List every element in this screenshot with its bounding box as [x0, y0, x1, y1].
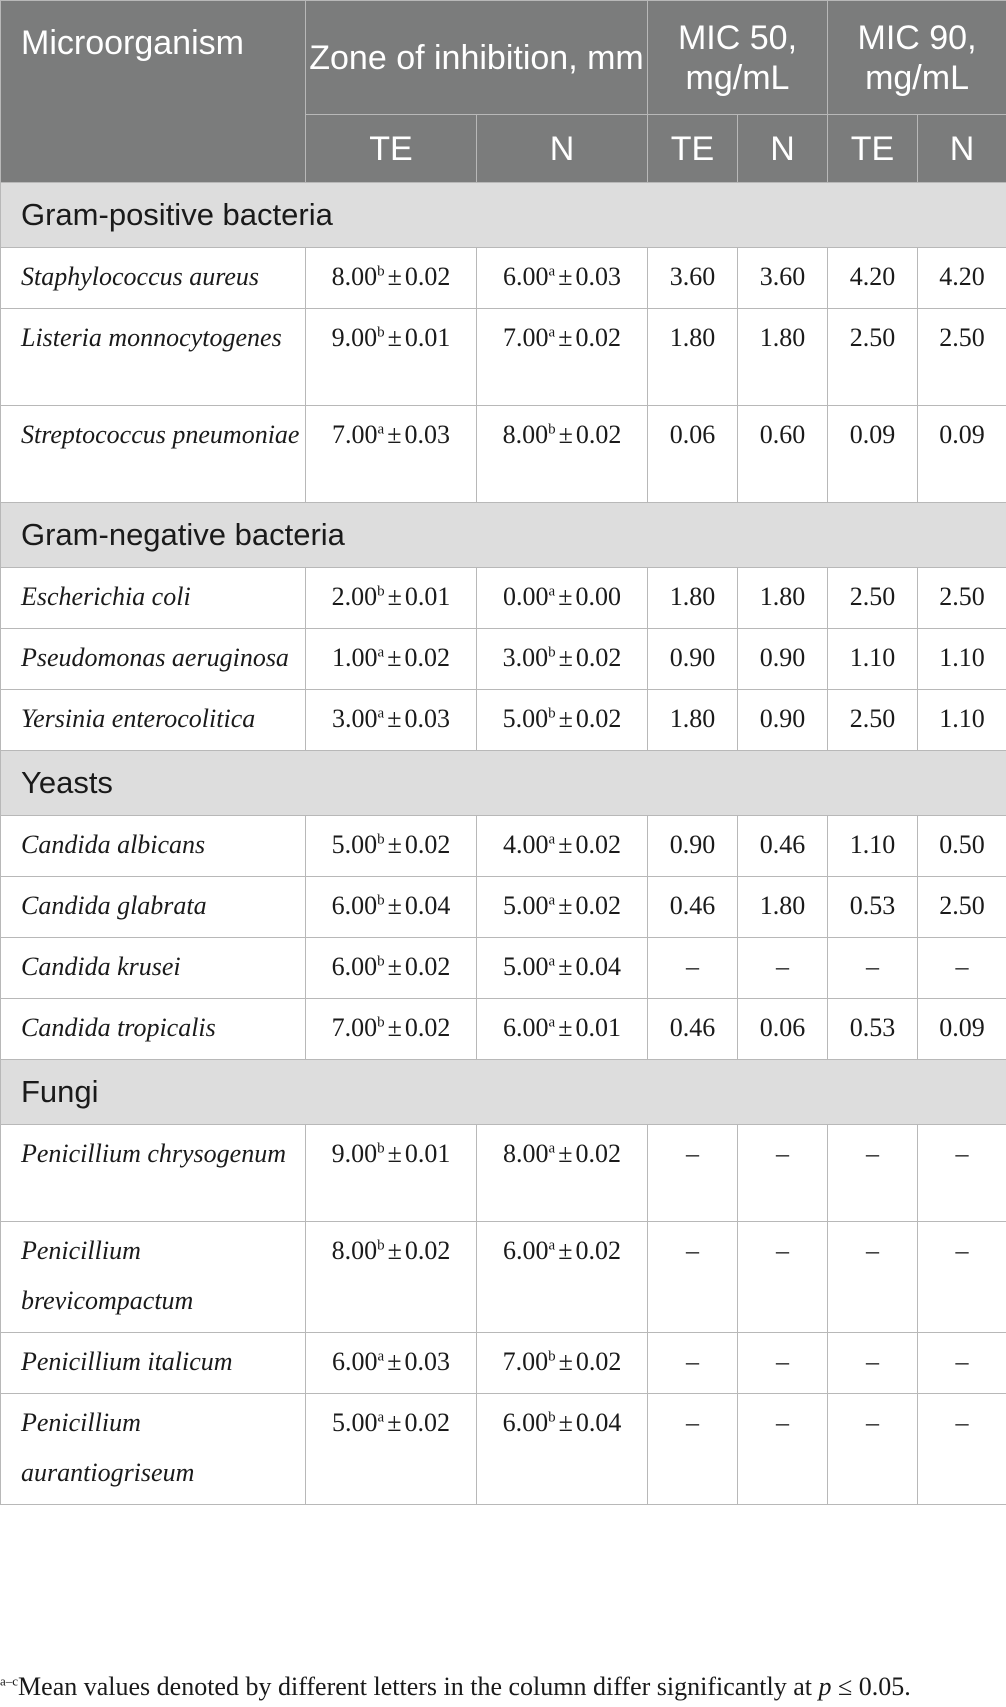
- zone-n-letter: b: [548, 644, 556, 661]
- plus-minus-sign: ±: [558, 1236, 573, 1265]
- organism-name: Penicillium brevicompactum: [1, 1222, 306, 1333]
- mic90-te-cell: –: [828, 938, 918, 999]
- zone-te-sd: 0.01: [404, 323, 451, 352]
- mic90-te-cell: 0.53: [828, 877, 918, 938]
- plus-minus-sign: ±: [387, 262, 402, 291]
- mic50-te-cell: 0.06: [648, 406, 738, 503]
- zone-te-cell: [306, 690, 477, 751]
- zone-n-sd: 0.00: [575, 582, 621, 611]
- zone-n-sd: 0.02: [575, 891, 621, 920]
- footnote-marker: a–c: [0, 1673, 19, 1689]
- mic50-n-cell: 0.06: [738, 999, 828, 1060]
- mic90-n-cell: 2.50: [918, 309, 1006, 406]
- mic50-te-cell: 0.90: [648, 629, 738, 690]
- mic90-n-cell: 0.50: [918, 816, 1006, 877]
- zone-te-cell: [306, 309, 477, 406]
- section-title: Fungi: [1, 1060, 1006, 1125]
- organism-name: Candida glabrata: [1, 877, 306, 938]
- mic90-n-cell: –: [918, 938, 1006, 999]
- zone-te-sd: 0.02: [404, 262, 451, 291]
- footnote-p: p: [818, 1672, 832, 1701]
- zone-n-mean: 5.00: [503, 891, 549, 920]
- plus-minus-sign: ±: [387, 1408, 402, 1437]
- section-row: [1, 183, 1006, 248]
- mic90-te-cell: 2.50: [828, 568, 918, 629]
- mic50-te-cell: 1.80: [648, 568, 738, 629]
- zone-te-cell: [306, 999, 477, 1060]
- zone-n-sd: 0.02: [575, 420, 622, 449]
- plus-minus-sign: ±: [558, 323, 573, 352]
- zone-n-sd: 0.03: [575, 262, 621, 291]
- zone-n-letter: a: [548, 1140, 556, 1157]
- table-body: [1, 183, 1006, 1505]
- organism-name: Pseudomonas aeruginosa: [1, 629, 306, 690]
- zone-te-letter: b: [377, 953, 385, 970]
- zone-n-mean: 8.00: [503, 1139, 549, 1168]
- table-row: [1, 1125, 1006, 1222]
- plus-minus-sign: ±: [558, 1408, 573, 1437]
- zone-n-mean: 4.00: [503, 830, 549, 859]
- mic50-n-cell: –: [738, 1125, 828, 1222]
- section-row: [1, 503, 1006, 568]
- table-row: [1, 877, 1006, 938]
- mic90-te-cell: 2.50: [828, 690, 918, 751]
- zone-n-sd: 0.01: [575, 1013, 621, 1042]
- table-row: [1, 406, 1006, 503]
- organism-name: Yersinia enterocolitica: [1, 690, 306, 751]
- zone-te-mean: 9.00: [331, 1139, 378, 1168]
- plus-minus-sign: ±: [558, 830, 573, 859]
- plus-minus-sign: ±: [558, 262, 573, 291]
- zone-n-letter: a: [548, 263, 556, 280]
- zone-te-letter: a: [377, 1409, 385, 1426]
- zone-te-letter: a: [377, 705, 385, 722]
- organism-name: Candida albicans: [1, 816, 306, 877]
- header-microorganism: Microorganism: [1, 1, 306, 183]
- mic90-n-cell: –: [918, 1222, 1006, 1333]
- zone-n-cell: [477, 309, 648, 406]
- mic50-n-cell: 0.46: [738, 816, 828, 877]
- zone-n-cell: [477, 938, 648, 999]
- zone-n-mean: 5.00: [503, 952, 549, 981]
- zone-te-mean: 1.00: [332, 643, 378, 672]
- mic50-n-cell: –: [738, 1333, 828, 1394]
- zone-n-cell: [477, 248, 648, 309]
- zone-n-letter: a: [548, 1014, 556, 1031]
- plus-minus-sign: ±: [387, 420, 402, 449]
- plus-minus-sign: ±: [558, 704, 573, 733]
- plus-minus-sign: ±: [558, 1139, 573, 1168]
- mic50-n-cell: 0.90: [738, 629, 828, 690]
- zone-te-sd: 0.02: [404, 952, 451, 981]
- zone-te-mean: 7.00: [331, 1013, 378, 1042]
- mic90-n-cell: 0.09: [918, 406, 1006, 503]
- section-row: [1, 1060, 1006, 1125]
- zone-te-letter: b: [377, 324, 385, 341]
- zone-te-sd: 0.02: [404, 1236, 451, 1265]
- zone-te-sd: 0.02: [404, 1013, 451, 1042]
- plus-minus-sign: ±: [558, 420, 573, 449]
- plus-minus-sign: ±: [387, 952, 402, 981]
- mic90-te-cell: –: [828, 1333, 918, 1394]
- zone-n-sd: 0.04: [575, 952, 621, 981]
- plus-minus-sign: ±: [387, 323, 402, 352]
- zone-te-letter: a: [377, 644, 385, 661]
- zone-n-mean: 5.00: [502, 704, 549, 733]
- zone-n-mean: 0.00: [503, 582, 549, 611]
- zone-n-sd: 0.02: [575, 704, 622, 733]
- zone-n-letter: a: [548, 1237, 556, 1254]
- table-row: [1, 816, 1006, 877]
- zone-te-cell: [306, 248, 477, 309]
- zone-te-sd: 0.03: [404, 704, 450, 733]
- footnote-threshold: ≤ 0.05.: [831, 1672, 911, 1701]
- zone-n-cell: [477, 1394, 648, 1505]
- mic90-n-cell: 1.10: [918, 690, 1006, 751]
- zone-n-mean: 7.00: [502, 1347, 549, 1376]
- zone-n-letter: b: [548, 705, 556, 722]
- zone-te-cell: [306, 1394, 477, 1505]
- mic90-n-cell: –: [918, 1333, 1006, 1394]
- mic90-te-cell: –: [828, 1394, 918, 1505]
- plus-minus-sign: ±: [558, 582, 573, 611]
- plus-minus-sign: ±: [387, 643, 402, 672]
- zone-n-cell: [477, 877, 648, 938]
- section-title: Gram-positive bacteria: [1, 183, 1006, 248]
- section-row: [1, 751, 1006, 816]
- plus-minus-sign: ±: [387, 1139, 402, 1168]
- mic50-te-cell: –: [648, 1394, 738, 1505]
- mic50-te-cell: 1.80: [648, 690, 738, 751]
- mic50-te-cell: 0.46: [648, 877, 738, 938]
- zone-n-mean: 6.00: [503, 1236, 549, 1265]
- zone-n-mean: 6.00: [503, 1013, 549, 1042]
- zone-n-sd: 0.02: [575, 643, 622, 672]
- table-row: [1, 248, 1006, 309]
- header-mic90-te: TE: [828, 115, 918, 183]
- mic90-te-cell: 1.10: [828, 629, 918, 690]
- zone-n-letter: a: [548, 583, 556, 600]
- zone-n-cell: [477, 629, 648, 690]
- organism-name: Candida tropicalis: [1, 999, 306, 1060]
- zone-te-sd: 0.02: [404, 830, 451, 859]
- zone-n-sd: 0.02: [575, 1347, 622, 1376]
- organism-name: Candida krusei: [1, 938, 306, 999]
- zone-te-mean: 5.00: [331, 830, 378, 859]
- mic50-n-cell: –: [738, 938, 828, 999]
- table-row: [1, 999, 1006, 1060]
- mic90-te-cell: 2.50: [828, 309, 918, 406]
- organism-name: Escherichia coli: [1, 568, 306, 629]
- plus-minus-sign: ±: [387, 704, 402, 733]
- zone-n-sd: 0.02: [575, 830, 621, 859]
- header-zone-n: N: [477, 115, 648, 183]
- plus-minus-sign: ±: [387, 1013, 402, 1042]
- mic50-n-cell: 1.80: [738, 877, 828, 938]
- section-title: Gram-negative bacteria: [1, 503, 1006, 568]
- zone-te-cell: [306, 1333, 477, 1394]
- plus-minus-sign: ±: [387, 891, 402, 920]
- zone-n-cell: [477, 1125, 648, 1222]
- organism-name: Staphylococcus aureus: [1, 248, 306, 309]
- zone-te-sd: 0.03: [404, 420, 450, 449]
- zone-n-mean: 8.00: [502, 420, 549, 449]
- table-row: [1, 1222, 1006, 1333]
- header-mic90-n: N: [918, 115, 1006, 183]
- zone-te-sd: 0.03: [404, 1347, 450, 1376]
- mic90-n-cell: –: [918, 1125, 1006, 1222]
- plus-minus-sign: ±: [387, 582, 402, 611]
- zone-n-mean: 7.00: [503, 323, 549, 352]
- table-row: [1, 1394, 1006, 1505]
- zone-te-cell: [306, 568, 477, 629]
- organism-name: Streptococcus pneumoniae: [1, 406, 306, 503]
- zone-te-letter: b: [377, 1237, 385, 1254]
- zone-n-cell: [477, 1333, 648, 1394]
- mic90-n-cell: 1.10: [918, 629, 1006, 690]
- zone-te-cell: [306, 816, 477, 877]
- zone-te-cell: [306, 1222, 477, 1333]
- mic90-te-cell: –: [828, 1125, 918, 1222]
- table-row: [1, 690, 1006, 751]
- mic50-te-cell: –: [648, 1333, 738, 1394]
- footnote: [0, 1672, 1006, 1702]
- zone-te-sd: 0.02: [404, 1408, 450, 1437]
- zone-n-sd: 0.02: [575, 1139, 621, 1168]
- zone-te-mean: 8.00: [331, 1236, 378, 1265]
- zone-n-letter: b: [548, 421, 556, 438]
- section-title: Yeasts: [1, 751, 1006, 816]
- plus-minus-sign: ±: [558, 1347, 573, 1376]
- table-row: [1, 568, 1006, 629]
- zone-n-sd: 0.02: [575, 1236, 621, 1265]
- zone-te-mean: 6.00: [332, 1347, 378, 1376]
- zone-te-sd: 0.01: [404, 1139, 451, 1168]
- table-header: [1, 1, 1006, 183]
- table-row: [1, 938, 1006, 999]
- zone-n-sd: 0.02: [575, 323, 621, 352]
- mic90-n-cell: 0.09: [918, 999, 1006, 1060]
- zone-te-mean: 6.00: [331, 952, 378, 981]
- zone-n-cell: [477, 406, 648, 503]
- organism-name: Penicillium aurantiogriseum: [1, 1394, 306, 1505]
- zone-n-cell: [477, 568, 648, 629]
- zone-n-mean: 6.00: [502, 1408, 549, 1437]
- mic90-n-cell: 2.50: [918, 568, 1006, 629]
- plus-minus-sign: ±: [387, 1236, 402, 1265]
- zone-te-mean: 5.00: [332, 1408, 378, 1437]
- header-zone-te: TE: [306, 115, 477, 183]
- mic50-n-cell: 0.60: [738, 406, 828, 503]
- mic90-n-cell: 4.20: [918, 248, 1006, 309]
- zone-n-letter: a: [548, 324, 556, 341]
- zone-n-letter: a: [548, 892, 556, 909]
- zone-te-mean: 9.00: [331, 323, 378, 352]
- mic50-n-cell: –: [738, 1222, 828, 1333]
- zone-te-letter: b: [377, 1140, 385, 1157]
- zone-n-letter: a: [548, 953, 556, 970]
- header-mic90: MIC 90, mg/mL: [828, 1, 1006, 115]
- header-mic50-n: N: [738, 115, 828, 183]
- zone-te-sd: 0.02: [404, 643, 450, 672]
- mic50-te-cell: 3.60: [648, 248, 738, 309]
- mic90-n-cell: 2.50: [918, 877, 1006, 938]
- zone-te-letter: b: [377, 1014, 385, 1031]
- plus-minus-sign: ±: [387, 1347, 402, 1376]
- zone-te-letter: b: [377, 892, 385, 909]
- zone-te-mean: 6.00: [331, 891, 378, 920]
- mic90-te-cell: 0.53: [828, 999, 918, 1060]
- zone-te-cell: [306, 1125, 477, 1222]
- mic50-n-cell: 3.60: [738, 248, 828, 309]
- zone-te-mean: 2.00: [331, 582, 378, 611]
- zone-te-letter: b: [377, 831, 385, 848]
- mic90-n-cell: –: [918, 1394, 1006, 1505]
- mic50-te-cell: 0.46: [648, 999, 738, 1060]
- table-row: [1, 309, 1006, 406]
- zone-n-cell: [477, 999, 648, 1060]
- plus-minus-sign: ±: [387, 830, 402, 859]
- mic50-n-cell: 1.80: [738, 309, 828, 406]
- plus-minus-sign: ±: [558, 1013, 573, 1042]
- table-row: [1, 1333, 1006, 1394]
- zone-n-letter: b: [548, 1409, 556, 1426]
- organism-name: Penicillium chrysogenum: [1, 1125, 306, 1222]
- footnote-text: Mean values denoted by different letters in the column differ significantly at: [18, 1672, 819, 1701]
- mic90-te-cell: –: [828, 1222, 918, 1333]
- zone-te-mean: 7.00: [332, 420, 378, 449]
- zone-n-letter: a: [548, 831, 556, 848]
- zone-te-cell: [306, 629, 477, 690]
- plus-minus-sign: ±: [558, 952, 573, 981]
- zone-te-letter: b: [377, 263, 385, 280]
- zone-n-cell: [477, 1222, 648, 1333]
- mic50-te-cell: –: [648, 1125, 738, 1222]
- header-mic50-te: TE: [648, 115, 738, 183]
- mic50-te-cell: –: [648, 1222, 738, 1333]
- zone-te-letter: b: [377, 583, 385, 600]
- mic50-te-cell: –: [648, 938, 738, 999]
- plus-minus-sign: ±: [558, 891, 573, 920]
- zone-n-mean: 6.00: [503, 262, 549, 291]
- zone-n-cell: [477, 690, 648, 751]
- mic90-te-cell: 1.10: [828, 816, 918, 877]
- header-mic50: MIC 50, mg/mL: [648, 1, 828, 115]
- zone-te-letter: a: [377, 421, 385, 438]
- table-row: [1, 629, 1006, 690]
- mic50-n-cell: –: [738, 1394, 828, 1505]
- organism-name: Listeria monnocytogenes: [1, 309, 306, 406]
- mic50-n-cell: 1.80: [738, 568, 828, 629]
- zone-te-sd: 0.01: [404, 582, 451, 611]
- zone-te-letter: a: [377, 1348, 385, 1365]
- zone-te-cell: [306, 877, 477, 938]
- zone-te-mean: 3.00: [332, 704, 378, 733]
- zone-te-cell: [306, 406, 477, 503]
- mic90-te-cell: 0.09: [828, 406, 918, 503]
- zone-n-sd: 0.04: [575, 1408, 622, 1437]
- plus-minus-sign: ±: [558, 643, 573, 672]
- zone-n-mean: 3.00: [502, 643, 549, 672]
- mic50-te-cell: 0.90: [648, 816, 738, 877]
- zone-n-cell: [477, 816, 648, 877]
- zone-te-sd: 0.04: [404, 891, 451, 920]
- zone-te-mean: 8.00: [331, 262, 378, 291]
- mic90-te-cell: 4.20: [828, 248, 918, 309]
- zone-te-cell: [306, 938, 477, 999]
- mic50-te-cell: 1.80: [648, 309, 738, 406]
- organism-name: Penicillium italicum: [1, 1333, 306, 1394]
- header-zone-of-inhibition: Zone of inhibition, mm: [306, 1, 648, 115]
- zone-n-letter: b: [548, 1348, 556, 1365]
- mic50-n-cell: 0.90: [738, 690, 828, 751]
